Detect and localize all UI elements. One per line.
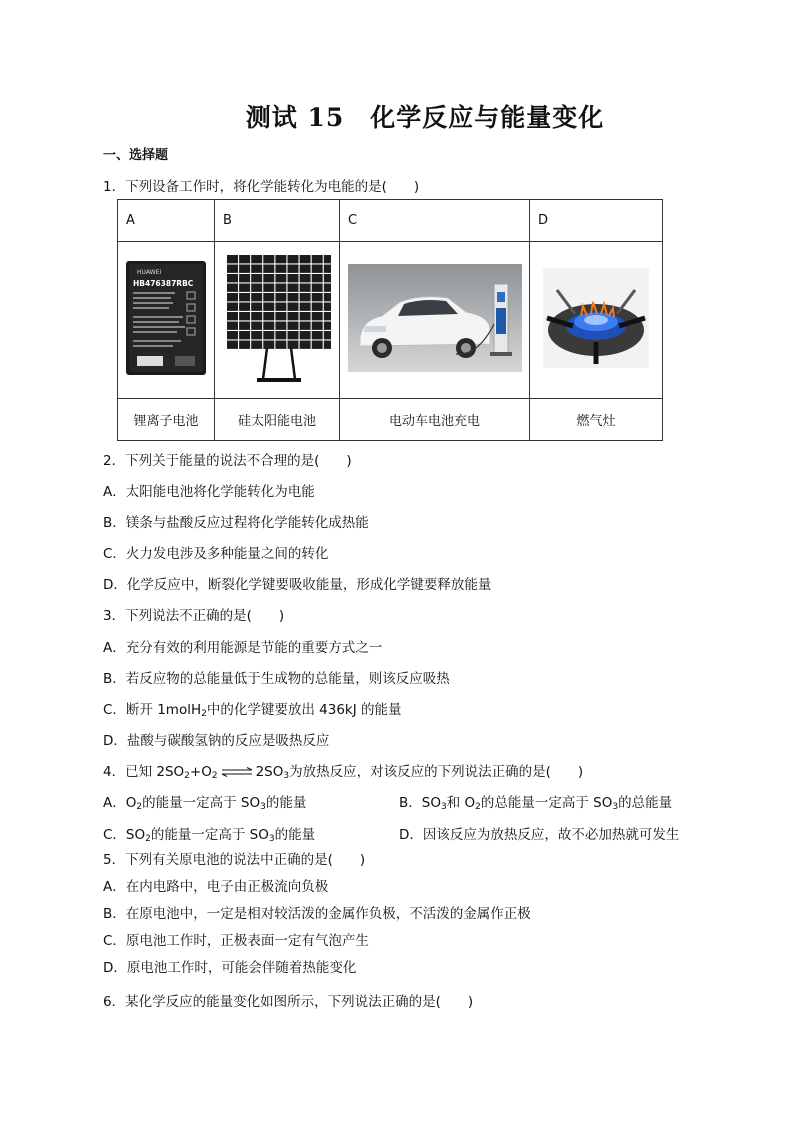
battery-model: HB476387RBC: [133, 279, 194, 288]
q1-header-b: B: [215, 200, 340, 242]
q4-sub: 3: [440, 802, 447, 812]
q4-option-a: [103, 791, 306, 812]
q1-label-c: 电动车电池充电: [340, 399, 530, 441]
q4-c-post: 的能量: [274, 827, 316, 843]
page-title: 测试 15 化学反应与能量变化: [245, 103, 605, 132]
q5-option-a: A．在内电路中，电子由正极流向负极: [103, 879, 329, 895]
q5-option-d: D．原电池工作时，可能会伴随着热能变化: [103, 960, 357, 976]
q1-stem: 1．下列设备工作时，将化学能转化为电能的是( ): [103, 179, 420, 195]
q6-stem: 6．某化学反应的能量变化如图所示，下列说法正确的是( ): [103, 994, 474, 1010]
q5-option-c: C．原电池工作时，正极表面一定有气泡产生: [103, 933, 369, 949]
q3-option-c-head: C．断开 1molH: [103, 702, 202, 718]
q4-a-pre: A．O: [103, 795, 137, 811]
q1-image-b: [215, 242, 340, 399]
q2-stem: 2．下列关于能量的说法不合理的是( ): [103, 453, 352, 469]
q5-option-b: B．在原电池中，一定是相对较活泼的金属作负极，不活泼的金属作正极: [103, 906, 531, 922]
q4-stem: [103, 760, 583, 781]
q2-option-d: D．化学反应中，断裂化学键要吸收能量，形成化学键要释放能量: [103, 577, 492, 593]
q4-b-pre: B．SO: [399, 795, 441, 811]
section-heading: 一、选择题: [103, 148, 169, 163]
q4-c-pre: C．SO: [103, 827, 146, 843]
q4-sub: 2: [136, 802, 143, 812]
q1-image-c: [340, 242, 530, 399]
q4-b-mid1: 和 O: [446, 795, 476, 811]
solar-panel-icon: [223, 253, 331, 383]
q2-option-a: A．太阳能电池将化学能转化为电能: [103, 484, 315, 500]
q1-options-table: [117, 199, 663, 441]
q1-header-a: A: [118, 200, 215, 242]
q4-a-post: 的能量: [265, 795, 307, 811]
q4-option-c: [103, 823, 315, 844]
q1-label-d: 燃气灶: [530, 399, 663, 441]
q4-sub: 2: [184, 771, 190, 781]
q4-sub: 2: [145, 834, 151, 844]
q4-sub: 3: [260, 802, 266, 812]
q4-stem-mid1: +O: [189, 764, 212, 780]
q1-image-d: [530, 242, 663, 399]
q4-stem-mid2: 2SO: [255, 764, 284, 780]
q3-option-c: [103, 698, 402, 719]
q4-sub: 3: [268, 834, 275, 844]
q4-sub: 2: [475, 802, 481, 812]
q4-sub: 2: [211, 771, 218, 781]
q5-stem: 5．下列有关原电池的说法中正确的是( ): [103, 852, 366, 868]
q4-c-mid: 的能量一定高于 SO: [150, 827, 269, 843]
q1-label-a: 锂离子电池: [118, 399, 215, 441]
electric-car-charging-icon: [348, 264, 522, 372]
q1-label-b: 硅太阳能电池: [215, 399, 340, 441]
q1-image-a: [118, 242, 215, 399]
q3-option-a: A．充分有效的利用能源是节能的重要方式之一: [103, 640, 383, 656]
lithium-battery-icon: [125, 260, 207, 376]
q4-b-post: 的总能量: [618, 795, 673, 811]
q4-option-d: D．因该反应为放热反应，故不必加热就可发生: [399, 827, 680, 843]
q4-stem-pre: 4．已知 2SO: [103, 764, 185, 780]
q2-option-c: C．火力发电涉及多种能量之间的转化: [103, 546, 329, 562]
q3-option-c-tail: 中的化学键要放出 436kJ 的能量: [206, 702, 402, 718]
q4-sub: 3: [283, 771, 290, 781]
q4-a-mid: 的能量一定高于 SO: [142, 795, 261, 811]
q3-option-d: D．盐酸与碳酸氢钠的反应是吸热反应: [103, 733, 330, 749]
q1-header-c: C: [340, 200, 530, 242]
q1-header-d: D: [530, 200, 663, 242]
q4-b-mid2: 的总能量一定高于 SO: [480, 795, 613, 811]
reversible-arrow-icon: [221, 767, 253, 777]
battery-brand: HUAWEI: [137, 269, 162, 276]
q3-stem: 3．下列说法不正确的是( ): [103, 608, 285, 624]
gas-stove-icon: [543, 268, 649, 368]
q3-option-c-sub: 2: [201, 709, 207, 719]
q4-option-b: [399, 791, 672, 812]
q4-sub: 3: [612, 802, 619, 812]
q4-stem-post: 为放热反应，对该反应的下列说法正确的是( ): [289, 764, 584, 780]
q2-option-b: B．镁条与盐酸反应过程将化学能转化成热能: [103, 515, 369, 531]
q3-option-b: B．若反应物的总能量低于生成物的总能量，则该反应吸热: [103, 671, 450, 687]
